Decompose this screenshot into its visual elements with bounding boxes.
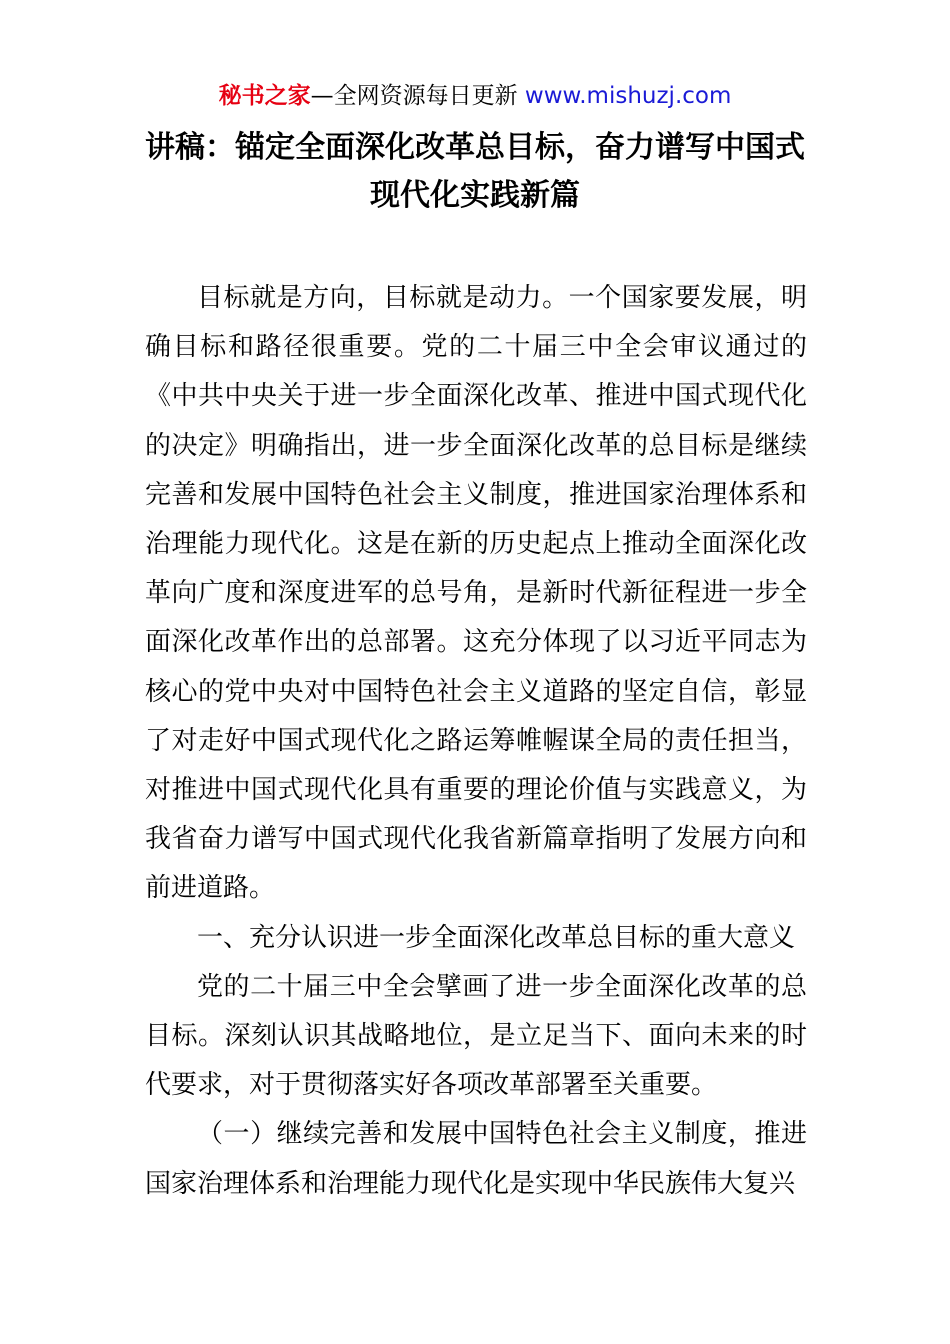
brand-name: 秘书之家 — [218, 83, 311, 109]
paragraph-subsection: （一）继续完善和发展中国特色社会主义制度，推进国家治理体系和治理能力现代化是实现中华民族伟大复兴 — [145, 1119, 807, 1199]
section-heading: 一、充分认识进一步全面深化改革总目标的重大意义 — [197, 922, 796, 953]
paragraph-section-intro: 党的二十届三中全会擘画了进一步全面深化改革的总目标。深刻认识其战略地位，是立足当下、面向未来的时代要求，对于贯彻落实好各项改革部署至关重要。 — [145, 971, 807, 1101]
site-url-link[interactable]: www.mishuzj.com — [524, 83, 732, 109]
paragraph-intro: 目标就是方向，目标就是动力。一个国家要发展，明确目标和路径很重要。党的二十届三中全会审议通过的《中共中央关于进一步全面深化改革、推进中国式现代化的决定》明确指出，进一步全面深化改革的总目标是继续完善和发展中国特色社会主义制度，推进国家治理体系和治理能力现代化。这是在新的历史起点上推动全面深化改革向广度和深度进军的总号角，是新时代新征程进一步全面深化改革作出的总部署。这充分体现了以习近平同志为核心的党中央对中国特色社会主义道路的坚定自信，彰显了对走好中国式现代化之路运筹帷幄谋全局的责任担当，对推进中国式现代化具有重要的理论价值与实践意义，为我省奋力谱写中国式现代化我省新篇章指明了发展方向和前进道路。 — [145, 283, 807, 904]
document-body — [145, 274, 807, 1209]
site-tagline: —全网资源每日更新 — [310, 83, 525, 109]
document-title: 讲稿：锚定全面深化改革总目标，奋力谱写中国式现代化实践新篇 — [145, 130, 805, 213]
site-header — [0, 80, 950, 112]
